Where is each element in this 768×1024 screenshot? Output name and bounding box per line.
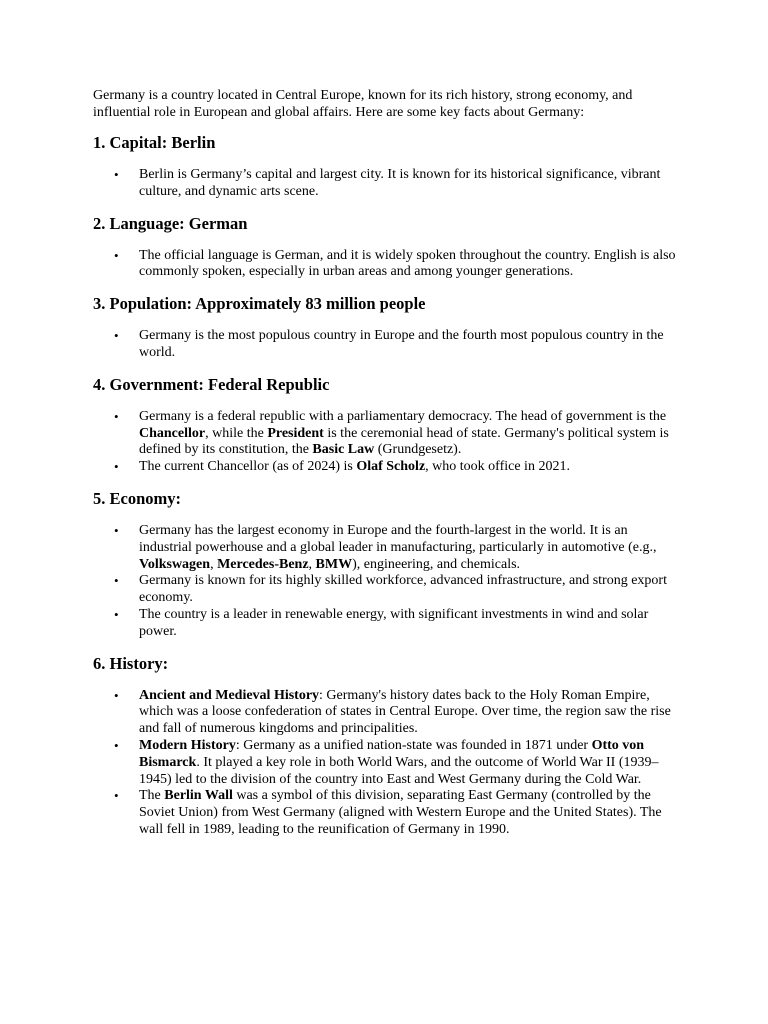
- bullet-icon: •: [114, 247, 119, 263]
- text-segment: The country is a leader in renewable energy, with significant investments in wind and solar power.: [139, 606, 649, 639]
- text-segment: , who took office in 2021.: [425, 459, 570, 475]
- bold-text: Mercedes-Benz: [217, 556, 309, 572]
- list-item: [114, 606, 683, 641]
- bullet-icon: •: [114, 788, 119, 804]
- text-segment: (Grundgesetz).: [374, 442, 462, 458]
- text-segment: The official language is German, and it is widely spoken throughout the country. English is also commonly spoken, especially in urban areas and among younger generations.: [139, 247, 676, 280]
- text-segment: The current Chancellor (as of 2024) is: [139, 459, 357, 475]
- section-heading: 1. Capital: Berlin: [93, 133, 216, 152]
- text-segment: . It played a key role in both World Wars, and the outcome of World War II (1939–1945) led to the division of the country into East and West Germany during the Cold War.: [139, 754, 659, 787]
- list-item: [114, 459, 683, 476]
- intro-paragraph: Germany is a country located in Central Europe, known for its rich history, strong economy, and influential role in European and global affairs. Here are some key facts about Germany:: [93, 88, 633, 120]
- text-segment: Germany has the largest economy in Europe and the fourth-largest in the world. It is an industrial powerhouse and a global leader in manufacturing, particularly in automotive (e.g.,: [139, 522, 657, 555]
- bold-text: Basic Law: [312, 442, 375, 458]
- bold-text: BMW: [315, 556, 353, 572]
- bullet-list: [93, 248, 683, 282]
- list-item: [114, 687, 683, 738]
- list-item: [114, 167, 683, 201]
- text-segment: Germany is a federal republic with a parliamentary democracy. The head of government is the: [139, 408, 667, 424]
- bold-text: Modern History: [139, 737, 236, 753]
- document-page: [93, 87, 683, 852]
- bullet-icon: •: [114, 328, 119, 344]
- bullet-icon: •: [114, 737, 119, 753]
- text-segment: is the ceremonial head of state. Germany's political system is defined by its constitution, the: [139, 425, 669, 458]
- text-segment: ,: [210, 556, 218, 572]
- bullet-list: [93, 328, 683, 362]
- bold-text: Otto von Bismarck: [139, 737, 645, 770]
- text-segment: Germany is the most populous country in Europe and the fourth most populous country in the world.: [139, 328, 664, 360]
- list-item: [114, 247, 683, 282]
- bullet-list: [93, 688, 683, 839]
- list-item: [114, 522, 683, 573]
- bullet-list: [93, 409, 683, 476]
- text-segment: Berlin is Germany’s capital and largest city. It is known for its historical significance, vibrant culture, and dynamic arts scene.: [139, 167, 661, 199]
- text-segment: Germany is known for its highly skilled workforce, advanced infrastructure, and strong export economy.: [139, 573, 667, 606]
- bold-text: Ancient and Medieval History: [139, 687, 320, 703]
- text-segment: was a symbol of this division, separating East Germany (controlled by the Soviet Union) from West Germany (aligned with Western Europe and the United States). The wall fell in 1989, leading to the reunification of Germany in 1990.: [139, 788, 662, 837]
- bullet-icon: •: [114, 408, 119, 424]
- text-segment: : Germany as a unified nation-state was founded in 1871 under: [235, 737, 592, 753]
- text-segment: The: [139, 788, 165, 804]
- bullet-icon: •: [114, 606, 119, 622]
- bold-text: Olaf Scholz: [356, 459, 426, 475]
- section-heading: 3. Population: Approximately 83 million people: [93, 294, 426, 314]
- bullet-icon: •: [114, 687, 119, 703]
- list-item: [114, 788, 683, 838]
- section-heading: 2. Language: German: [93, 213, 248, 233]
- bullet-icon: •: [114, 573, 119, 589]
- section-heading: 5. Economy:: [93, 488, 181, 508]
- bullet-icon: •: [114, 167, 119, 182]
- list-item: [114, 573, 683, 607]
- sections-container: [93, 133, 683, 839]
- bold-text: Chancellor: [139, 425, 206, 441]
- bullet-list: [93, 167, 683, 201]
- bullet-list: [93, 523, 683, 641]
- text-segment: , while the: [205, 425, 268, 441]
- text-segment: ), engineering, and chemicals.: [352, 556, 521, 572]
- list-item: [114, 408, 683, 459]
- bullet-icon: •: [114, 522, 119, 538]
- bold-text: Berlin Wall: [164, 788, 233, 804]
- bold-text: Volkswagen: [139, 556, 211, 572]
- list-item: [114, 328, 683, 362]
- section-heading: 6. History:: [93, 653, 169, 673]
- text-segment: ,: [308, 556, 316, 572]
- text-segment: : Germany's history dates back to the Holy Roman Empire, which was a loose confederation of states in Central Europe. Over time, the region saw the rise and fall of numerous kingdoms and principalities.: [139, 687, 671, 737]
- list-item: [114, 737, 683, 788]
- bullet-icon: •: [114, 459, 119, 475]
- bold-text: President: [267, 425, 324, 441]
- section-heading: 4. Government: Federal Republic: [93, 374, 330, 394]
